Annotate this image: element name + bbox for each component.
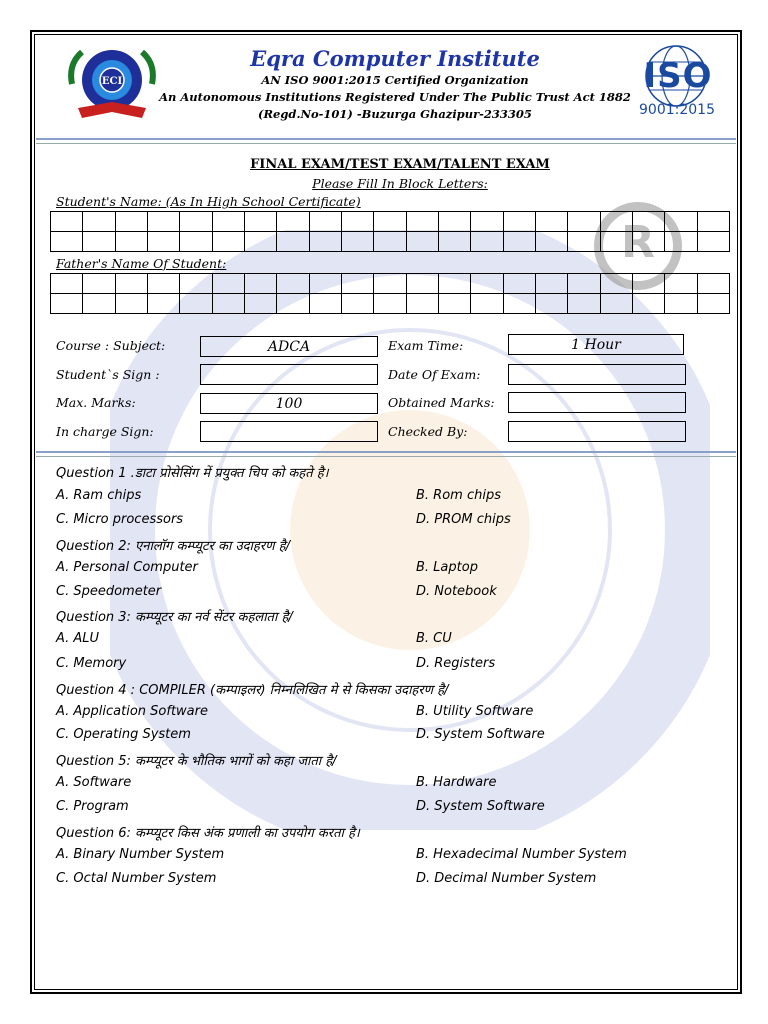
option-c[interactable]: C. Operating System: [56, 727, 191, 742]
option-a[interactable]: A. Personal Computer: [56, 560, 198, 575]
grid-row[interactable]: [51, 274, 730, 294]
course-field[interactable]: ADCA: [200, 336, 378, 357]
option-d[interactable]: D. System Software: [416, 727, 545, 742]
option-a[interactable]: A. Binary Number System: [56, 847, 225, 862]
incharge-sign-label: In charge Sign:: [56, 424, 154, 439]
exam-instruction: Please Fill In Block Letters:: [312, 176, 488, 191]
option-a[interactable]: A. Software: [56, 775, 132, 790]
grid-row[interactable]: [51, 294, 730, 314]
incharge-sign-field[interactable]: [200, 421, 378, 442]
student-sign-field[interactable]: [200, 364, 378, 385]
question-1: Question 1 .डाटा प्रोसेसिंग में प्रयुक्त चिप को कहते है।: [56, 466, 329, 481]
option-b[interactable]: B. Utility Software: [416, 704, 534, 719]
header-divider-thin: [36, 143, 736, 144]
course-label: Course : Subject:: [56, 338, 166, 353]
logo-text: ECI: [101, 76, 123, 87]
student-sign-label: Student`s Sign :: [56, 367, 160, 382]
exam-title: FINAL EXAM/TEST EXAM/TALENT EXAM: [250, 157, 550, 172]
option-b[interactable]: B. Laptop: [416, 560, 478, 575]
option-c[interactable]: C. Speedometer: [56, 584, 162, 599]
option-b[interactable]: B. CU: [416, 631, 452, 646]
institute-name: Eqra Computer Institute: [250, 46, 540, 71]
father-name-label: Father's Name Of Student:: [56, 256, 227, 271]
obtained-marks-label: Obtained Marks:: [388, 395, 495, 410]
checked-by-field[interactable]: [508, 421, 686, 442]
institute-address: (Regd.No-101) -Buzurga Ghazipur-233305: [258, 107, 532, 121]
question-5: Question 5: कम्प्यूटर के भौतिक भागों को कहा जाता है/: [56, 754, 337, 769]
option-a[interactable]: A. Application Software: [56, 704, 208, 719]
date-field[interactable]: [508, 364, 686, 385]
checked-by-label: Checked By:: [388, 424, 468, 439]
question-6: Question 6: कम्प्यूटर किस अंक प्रणाली का उपयोग करता है।: [56, 826, 360, 841]
option-c[interactable]: C. Memory: [56, 656, 127, 671]
max-marks-label: Max. Marks:: [56, 395, 136, 410]
grid-row[interactable]: [51, 212, 730, 232]
max-marks-field[interactable]: 100: [200, 393, 378, 414]
header-divider: [36, 138, 736, 140]
option-d[interactable]: D. Notebook: [416, 584, 497, 599]
father-name-grid[interactable]: [50, 273, 730, 314]
student-name-label: Student's Name: (As In High School Certificate): [56, 194, 361, 209]
institute-registration: An Autonomous Institutions Registered Under The Public Trust Act 1882: [159, 90, 631, 104]
institute-logo: [64, 44, 160, 124]
option-c[interactable]: C. Octal Number System: [56, 871, 217, 886]
exam-time-field[interactable]: 1 Hour: [508, 334, 684, 355]
option-c[interactable]: C. Program: [56, 799, 129, 814]
option-d[interactable]: D. System Software: [416, 799, 545, 814]
student-name-grid[interactable]: [50, 211, 730, 252]
iso-wordmark: ISO: [643, 56, 713, 96]
question-3: Question 3: कम्प्यूटर का नर्व सेंटर कहलाता है/: [56, 610, 293, 625]
option-a[interactable]: A. Ram chips: [56, 488, 142, 503]
option-d[interactable]: D. Decimal Number System: [416, 871, 597, 886]
option-b[interactable]: B. Hardware: [416, 775, 497, 790]
obtained-marks-field[interactable]: [508, 392, 686, 413]
section-divider-thin: [36, 456, 736, 457]
option-b[interactable]: B. Hexadecimal Number System: [416, 847, 627, 862]
option-a[interactable]: A. ALU: [56, 631, 100, 646]
question-2: Question 2: एनालॉग कम्प्यूटर का उदाहरण है/: [56, 539, 290, 554]
question-4: Question 4 : COMPILER (कम्पाइलर) निम्नलिखित मे से किसका उदाहरण है/: [56, 683, 449, 698]
registered-mark-icon: R: [594, 202, 682, 290]
date-label: Date Of Exam:: [388, 367, 481, 382]
exam-time-label: Exam Time:: [388, 338, 464, 353]
option-c[interactable]: C. Micro processors: [56, 512, 184, 527]
iso-standard: 9001:2015: [639, 102, 715, 118]
option-b[interactable]: B. Rom chips: [416, 488, 501, 503]
section-divider: [36, 451, 736, 453]
option-d[interactable]: D. PROM chips: [416, 512, 511, 527]
institute-certification: AN ISO 9001:2015 Certified Organization: [261, 73, 529, 87]
option-d[interactable]: D. Registers: [416, 656, 496, 671]
grid-row[interactable]: [51, 232, 730, 252]
